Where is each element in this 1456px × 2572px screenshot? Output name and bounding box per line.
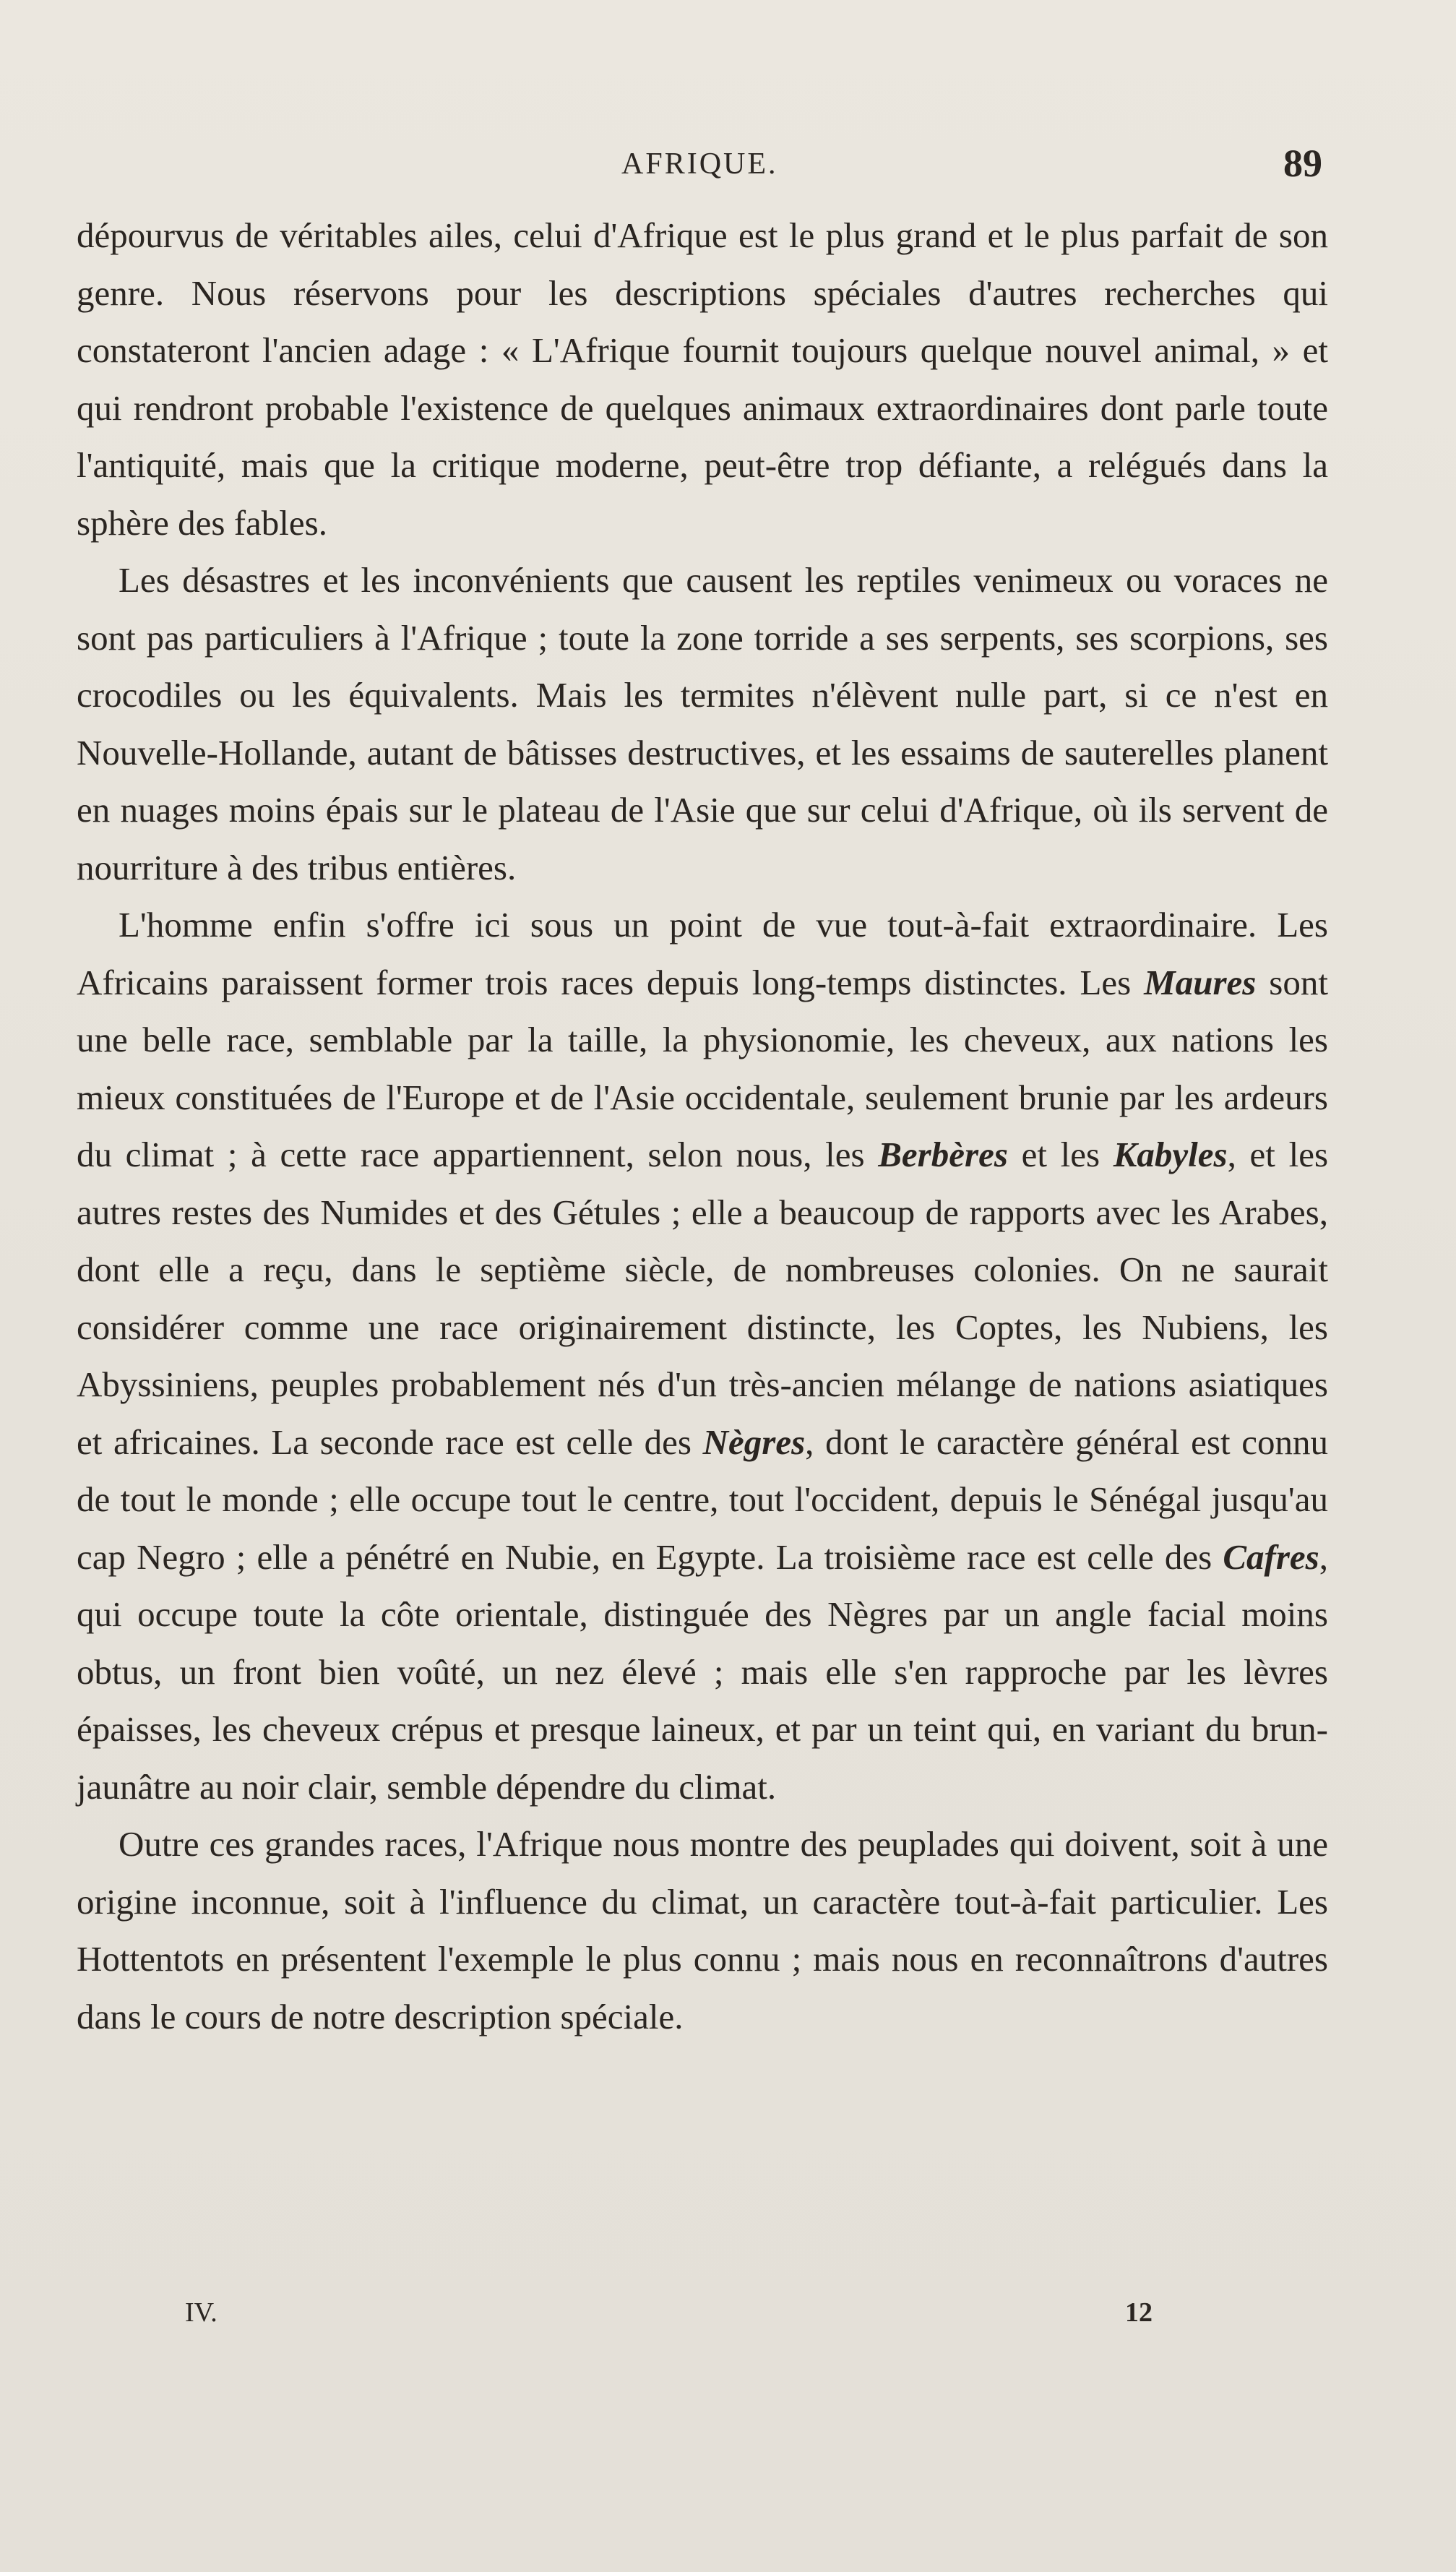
paragraph: [77, 551, 1328, 896]
text-run: , dont le caractère général est connu de tout le monde ; elle occupe tout le centre, tout l'occident, depuis le Sénégal jusqu'au cap Negro ; elle a pénétré en Nubie, en Egypte. La troisième race est celle des: [77, 1422, 1328, 1577]
volume-mark: IV.: [185, 2297, 217, 2328]
text-run: Outre ces grandes races, l'Afrique nous montre des peuplades qui doivent, soit à une origine inconnue, soit à l'influence du climat, un caractère tout-à-fait particulier. Les Hottentots en présentent l'exemple le plus connu ; mais nous en reconnaîtrons d'autres dans le cours de notre description spéciale.: [77, 1824, 1328, 2036]
text-run: sont une belle race, semblable par la taille, la physionomie, les cheveux, aux nations les mieux constituées de l'Europe et de l'Asie occidentale, seulement brunie par les ardeurs du climat ; à cette race appartiennent, selon nous, les: [77, 962, 1328, 1174]
running-title: AFRIQUE.: [621, 147, 778, 181]
text-run: dépourvus de véritables ailes, celui d'Afrique est le plus grand et le plus parfait de son genre. Nous réservons pour les descriptions spéciales d'autres recherches qui constateront l'ancien adage : « L'Afrique fournit toujours quelque nouvel animal, » et qui rendront probable l'existence de quelques animaux extraordinaires dont parle toute l'antiquité, mais que la critique moderne, peut-être trop défiante, a relégués dans la sphère des fables.: [77, 215, 1328, 543]
paragraph: [77, 207, 1328, 551]
text-run: , et les autres restes des Numides et des Gétules ; elle a beaucoup de rapports avec les Arabes, dont elle a reçu, dans le septième siècle, de nombreuses colonies. On ne saurait considérer comme une race originairement distincte, les Coptes, les Nubiens, les Abyssiniens, peuples probablement nés d'un très-ancien mélange de nations asiatiques et africaines. La seconde race est celle des: [77, 1135, 1329, 1462]
italic-term: Kabyles: [1113, 1135, 1228, 1174]
text-run: , qui occupe toute la côte orientale, distinguée des Nègres par un angle facial moins obtus, un front bien voûté, un nez élevé ; mais elle s'en rapproche par les lèvres épaisses, les cheveux crépus et presque laineux, et par un teint qui, en variant du brun-jaunâtre au noir clair, semble dépendre du climat.: [77, 1536, 1328, 1807]
italic-term: Nègres: [702, 1422, 806, 1462]
paragraph: [77, 896, 1328, 1815]
page-number: 89: [1283, 142, 1322, 185]
signature-mark: 12: [1125, 2297, 1153, 2328]
italic-term: Berbères: [878, 1135, 1008, 1174]
italic-term: Maures: [1144, 962, 1257, 1002]
page-footer: [0, 2297, 1456, 2340]
text-run: et les: [1007, 1135, 1113, 1174]
paragraph: [77, 1815, 1328, 2045]
page-header: [0, 141, 1456, 192]
text-run: L'homme enfin s'offre ici sous un point de vue tout-à-fait extraordinaire. Les Africains paraissent former trois races depuis long-temps distinctes. Les: [77, 905, 1328, 1002]
italic-term: Cafres: [1223, 1536, 1319, 1577]
text-run: Les désastres et les inconvénients que causent les reptiles venimeux ou voraces ne sont pas particuliers à l'Afrique ; toute la zone torride a ses serpents, ses scorpions, ses crocodiles ou les équivalents. Mais les termites n'élèvent nulle part, si ce n'est en Nouvelle-Hollande, autant de bâtisses destructives, et les essaims de sauterelles planent en nuages moins épais sur le plateau de l'Asie que sur celui d'Afrique, où ils servent de nourriture à des tribus entières.: [77, 560, 1328, 887]
body-text: [77, 207, 1328, 2045]
